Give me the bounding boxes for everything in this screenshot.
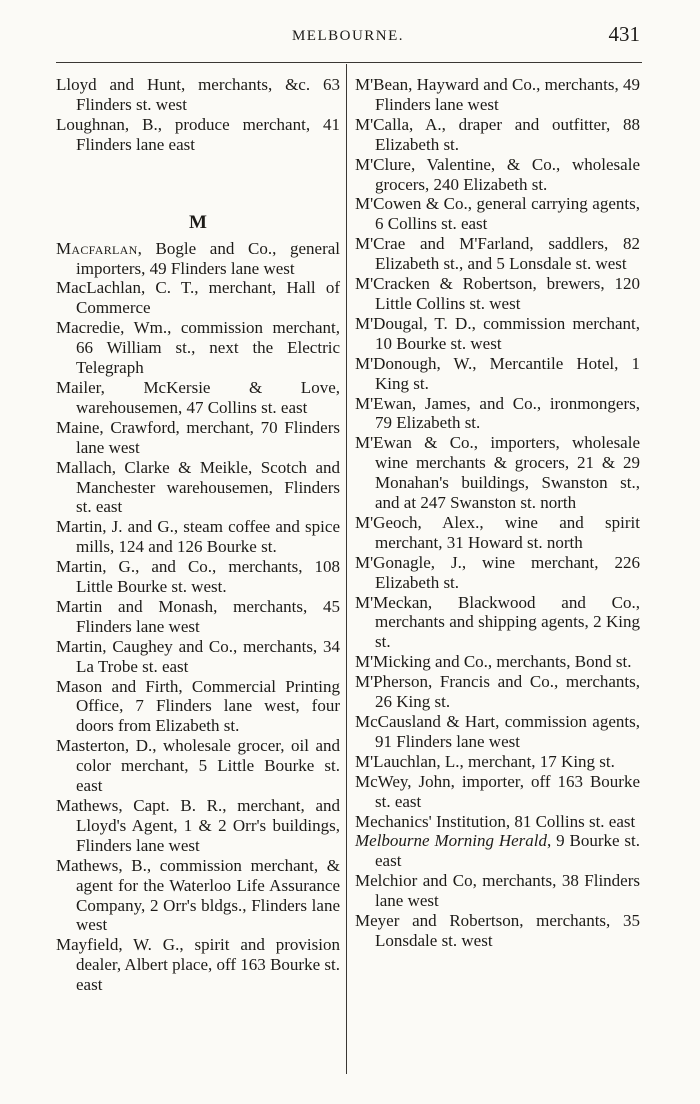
directory-entry: Lloyd and Hunt, merchants, &c. 63 Flinders st. west — [56, 75, 340, 114]
directory-entry: M'Pherson, Francis and Co., merchants, 26 King st. — [355, 672, 640, 712]
directory-entry: M'Micking and Co., merchants, Bond st. — [355, 652, 632, 672]
directory-entry: M'Calla, A., draper and outfitter, 88 Elizabeth st. — [355, 114, 640, 154]
directory-entry: Mailer, McKersie & Love, warehousemen, 47 Collins st. east — [56, 377, 340, 417]
directory-entry: M'Gonagle, J., wine merchant, 226 Elizabeth st. — [355, 552, 640, 592]
directory-entry: Maine, Crawford, merchant, 70 Flinders lane west — [56, 417, 340, 457]
directory-entry — [355, 831, 640, 871]
directory-entry: M'Ewan & Co., importers, wholesale wine merchants & grocers, 21 & 29 Monahan's buildings, Swanston st., and at 247 Swanston st. north — [355, 433, 640, 513]
running-title: MELBOURNE. — [291, 28, 405, 44]
directory-entry: M'Bean, Hayward and Co., merchants, 49 Flinders lane west — [355, 75, 640, 114]
entry-list-top — [355, 75, 640, 831]
directory-entry: Melchior and Co, merchants, 38 Flinders lane west — [355, 871, 640, 911]
directory-entry: Martin, J. and G., steam coffee and spice mills, 124 and 126 Bourke st. — [56, 517, 340, 557]
letter-heading: M — [189, 211, 207, 233]
directory-entry: Masterton, D., wholesale grocer, oil and color merchant, 5 Little Bourke st. east — [56, 736, 340, 796]
directory-entry: Mason and Firth, Commercial Printing Office, 7 Flinders lane west, four doors from Elizabeth st. — [56, 676, 340, 736]
directory-entry: McCausland & Hart, commission agents, 91 Flinders lane west — [355, 712, 640, 751]
entry-text: , 9 Bourke st. east — [375, 831, 640, 871]
directory-entry: Mayfield, W. G., spirit and provision dealer, Albert place, off 163 Bourke st. east — [56, 935, 340, 995]
directory-entry: Loughnan, B., produce merchant, 41 Flinders lane east — [56, 114, 340, 154]
directory-entry: M'Dougal, T. D., commission merchant, 10 Bourke st. west — [355, 313, 640, 353]
left-column — [56, 75, 340, 995]
directory-entry: M'Ewan, James, and Co., ironmongers, 79 Elizabeth st. — [355, 393, 640, 433]
entry-name-small-caps: Macfarlan — [56, 238, 138, 258]
directory-entry: M'Meckan, Blackwood and Co., merchants and shipping agents, 2 King st. — [355, 592, 640, 652]
directory-entry: M'Cracken & Robertson, brewers, 120 Little Collins st. west — [355, 274, 640, 313]
directory-entry: M'Clure, Valentine, & Co., wholesale grocers, 240 Elizabeth st. — [355, 154, 640, 194]
directory-entry: M'Lauchlan, L., merchant, 17 King st. — [355, 751, 615, 771]
directory-entry: Mathews, B., commission merchant, & agent for the Waterloo Life Assurance Company, 2 Orr's bldgs., Flinders lane west — [56, 855, 340, 935]
right-column — [355, 75, 640, 951]
directory-entry: Martin and Monash, merchants, 45 Flinders lane west — [56, 596, 340, 636]
directory-entry: M'Cowen & Co., general carrying agents, 6 Collins st. east — [355, 194, 640, 234]
directory-entry: Mathews, Capt. B. R., merchant, and Lloyd's Agent, 1 & 2 Orr's buildings, Flinders lane west — [56, 796, 340, 855]
directory-entry: M'Crae and M'Farland, saddlers, 82 Elizabeth st., and 5 Lonsdale st. west — [355, 234, 640, 274]
directory-entry: McWey, John, importer, off 163 Bourke st. east — [355, 771, 640, 811]
directory-entry: Mallach, Clarke & Meikle, Scotch and Manchester warehousemen, Flinders st. east — [56, 457, 340, 517]
column-divider — [346, 64, 347, 1074]
entry-list-top — [56, 75, 340, 155]
entry-list-bottom — [355, 871, 640, 951]
entry-text: , Bogle and Co., general importers, 49 Flinders lane west — [76, 238, 340, 278]
entry-list-main — [56, 278, 340, 995]
directory-entry — [56, 239, 340, 279]
directory-entry: Martin, Caughey and Co., merchants, 34 La Trobe st. east — [56, 636, 340, 676]
directory-entry: M'Geoch, Alex., wine and spirit merchant, 31 Howard st. north — [355, 512, 640, 552]
page-number: 431 — [608, 22, 640, 46]
page-header — [56, 20, 640, 54]
directory-entry: Macredie, Wm., commission merchant, 66 William st., next the Electric Telegraph — [56, 318, 340, 378]
header-rule — [56, 62, 642, 63]
entry-name-italic: Melbourne Morning Herald — [355, 831, 547, 851]
directory-entry: M'Donough, W., Mercantile Hotel, 1 King st. — [355, 353, 640, 393]
directory-entry: Martin, G., and Co., merchants, 108 Little Bourke st. west. — [56, 557, 340, 597]
directory-entry: MacLachlan, C. T., merchant, Hall of Commerce — [56, 278, 340, 318]
directory-entry: Meyer and Robertson, merchants, 35 Lonsdale st. west — [355, 911, 640, 950]
directory-entry: Mechanics' Institution, 81 Collins st. east — [355, 811, 636, 831]
